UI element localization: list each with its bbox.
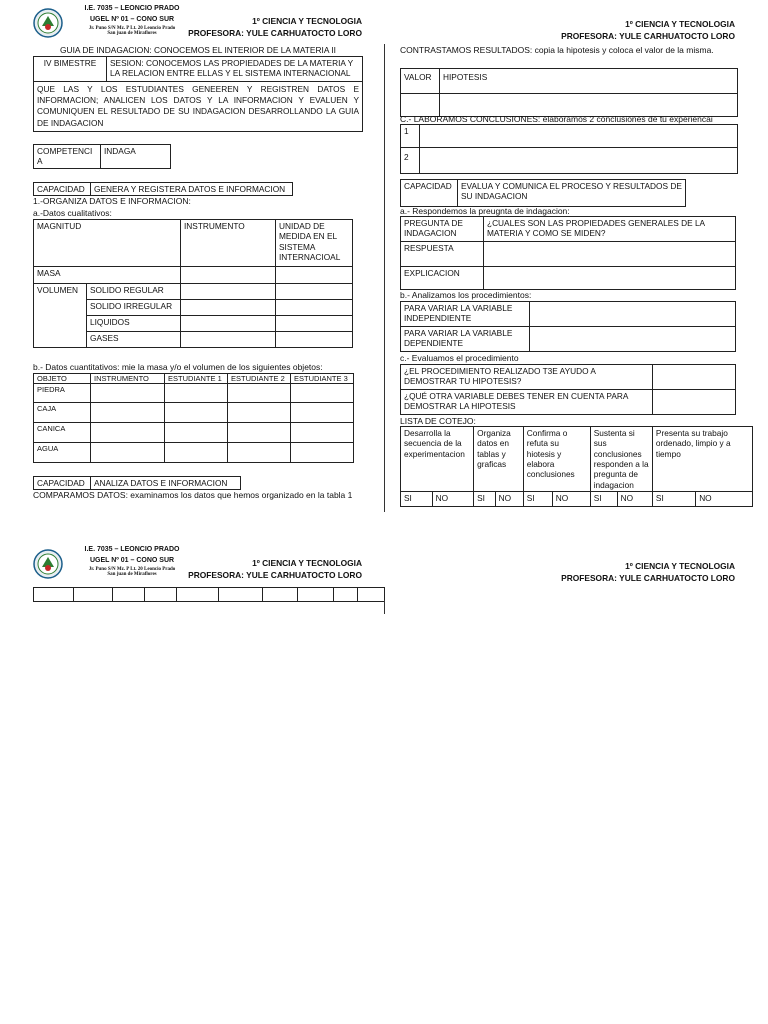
purpose-cell: QUE LAS Y LOS ESTUDIANTES GENEEREN Y REGISTREN DATOS E INFORMACION; ANALICEN LOS DATOS Y LA INFORMACION Y EVALUEN Y COMUNIQUEN EL RESULTADO DE SU INDAGACION DESARROLLANDO LA GUIA DE INDAGACION xyxy=(34,82,363,132)
criterion-2: Organiza datos en tablas y graficas xyxy=(474,427,524,492)
session-table xyxy=(33,56,363,132)
course-title: 1º CIENCIA Y TECNOLOGIA xyxy=(252,16,362,26)
capacidad-label: CAPACIDAD xyxy=(34,183,91,196)
capacidad2-table xyxy=(33,476,241,490)
volumen-item: GASES xyxy=(87,332,181,348)
school-name: I.E. 7035 – LEONCIO PRADO xyxy=(84,5,180,12)
eval-question-2: ¿QUÉ OTRA VARIABLE DEBES TENER EN CUENTA PARA DEMOSTRAR LA HIPOTESIS xyxy=(401,390,653,415)
competencia-table xyxy=(33,144,171,169)
step1-label: 1.-ORGANIZA DATOS E INFORMACION: xyxy=(33,196,191,206)
school-district: San juan de Miraflores xyxy=(107,31,157,37)
volumen-item: SOLIDO REGULAR xyxy=(87,284,181,300)
object-cell: CANICA xyxy=(34,423,91,443)
var-indep-label: PARA VARIAR LA VARIABLE INDEPENDIENTE xyxy=(401,302,530,327)
quant-header: OBJETO xyxy=(34,374,91,384)
var-dep-label: PARA VARIAR LA VARIABLE DEPENDIENTE xyxy=(401,327,530,352)
pregunta-table xyxy=(400,216,736,290)
no-cell: NO xyxy=(432,492,473,507)
respuesta-label: RESPUESTA xyxy=(401,242,484,267)
criterion-3: Confirma o refuta su hiotesis y elabora conclusiones xyxy=(523,427,590,492)
volumen-item: SOLIDO IRREGULAR xyxy=(87,300,181,316)
criterion-1: Desarrolla la secuencia de la experimentacion xyxy=(401,427,474,492)
cotejo-title: LISTA DE COTEJO: xyxy=(400,416,476,426)
variables-table xyxy=(400,301,736,352)
conclusiones-table xyxy=(400,124,738,174)
comparison-table xyxy=(33,587,385,602)
course-title-right: 1º CIENCIA Y TECNOLOGIA xyxy=(625,19,735,29)
instrumento-header: INSTRUMENTO xyxy=(181,220,276,267)
si-cell: SI xyxy=(652,492,695,507)
si-cell: SI xyxy=(401,492,433,507)
conclusion-num: 2 xyxy=(401,148,420,174)
no-cell: NO xyxy=(552,492,590,507)
quantitative-table xyxy=(33,373,354,463)
teacher-name-2: PROFESORA: YULE CARHUATOCTO LORO xyxy=(188,570,362,581)
masa-cell: MASA xyxy=(34,267,181,284)
no-cell: NO xyxy=(495,492,523,507)
eval-question-1: ¿EL PROCEDIMIENTO REALIZADO T3E AYUDO A DEMOSTRAR TU HIPOTESIS? xyxy=(401,365,653,390)
capacidad3-table xyxy=(400,179,686,207)
volumen-cell: VOLUMEN xyxy=(34,284,87,348)
valor-header: VALOR xyxy=(401,69,440,94)
qualitative-table xyxy=(33,219,353,348)
ugel-name-2: UGEL Nº 01 – CONO SUR xyxy=(89,557,175,565)
object-cell: CAJA xyxy=(34,403,91,423)
step-c-right: c.- Evaluamos el procedimiento xyxy=(400,353,519,363)
capacidad-label: CAPACIDAD xyxy=(401,180,458,207)
school-address: Jr. Puno S/N Mz. P Lt. 20 Leoncio Prado xyxy=(88,25,176,31)
column-divider-2 xyxy=(384,600,385,614)
school-address-2: Jr. Puno S/N Mz. P Lt. 20 Leoncio Prado xyxy=(88,566,176,572)
cotejo-table xyxy=(400,426,753,507)
si-cell: SI xyxy=(523,492,552,507)
school-district-2: San juan de Miraflores xyxy=(107,572,157,578)
unidad-header: UNIDAD DE MEDIDA EN EL SISTEMA INTERNACIOAL xyxy=(276,220,353,267)
capacidad-label: CAPACIDAD xyxy=(34,477,91,490)
si-cell: SI xyxy=(590,492,617,507)
quant-header: ESTUDIANTE 2 xyxy=(228,374,291,384)
hipotesis-table xyxy=(400,68,738,117)
conclusiones-text: C.- LABORAMOS CONCLUSIONES: elaboramos 2 conclusiones de tu experiencai xyxy=(400,114,713,124)
criterion-4: Sustenta si sus conclusiones responden a la pregunta de indagacion xyxy=(590,427,652,492)
object-cell: PIEDRA xyxy=(34,384,91,403)
evaluation-table xyxy=(400,364,736,415)
step-b-label: b.- Datos cuantitativos: mie la masa y/o el volumen de los siguientes objetos: xyxy=(33,362,323,372)
capacidad2-value: ANALIZA DATOS E INFORMACION xyxy=(91,477,241,490)
teacher-name-right: PROFESORA: YULE CARHUATOCTO LORO xyxy=(561,31,735,42)
hipotesis-header: HIPOTESIS xyxy=(440,69,738,94)
no-cell: NO xyxy=(696,492,753,507)
school-name-2: I.E. 7035 – LEONCIO PRADO xyxy=(84,546,180,553)
bimestre-cell: IV BIMESTRE xyxy=(34,57,107,82)
competencia-label: COMPETENCIA xyxy=(34,145,101,169)
step-a-right: a.- Respondemos la preugnta de indagacion: xyxy=(400,206,570,216)
quant-header: ESTUDIANTE 3 xyxy=(291,374,354,384)
capacidad1-table xyxy=(33,182,293,196)
object-cell: AGUA xyxy=(34,443,91,463)
explicacion-label: EXPLICACION xyxy=(401,267,484,290)
step-a-label: a.-Datos cualitativos: xyxy=(33,208,112,218)
course-title-2: 1º CIENCIA Y TECNOLOGIA xyxy=(252,558,362,568)
step-b-right: b.- Analizamos los procedimientos: xyxy=(400,290,532,300)
conclusion-num: 1 xyxy=(401,125,420,148)
teacher-name: PROFESORA: YULE CARHUATOCTO LORO xyxy=(188,28,362,39)
quant-header: ESTUDIANTE 1 xyxy=(165,374,228,384)
criterion-5: Presenta su trabajo ordenado, limpio y a tiempo xyxy=(652,427,752,492)
no-cell: NO xyxy=(617,492,652,507)
competencia-value: INDAGA xyxy=(101,145,171,169)
capacidad1-value: GENERA Y REGISTERA DATOS E INFORMACION xyxy=(91,183,293,196)
session-cell: SESION: CONOCEMOS LAS PROPIEDADES DE LA MATERIA Y LA RELACION ENTRE ELLAS Y EL SISTEMA INTERNACIONAL xyxy=(107,57,363,82)
guide-title: GUIA DE INDAGACION: CONOCEMOS EL INTERIOR DE LA MATERIA II xyxy=(60,45,336,55)
capacidad3-value: EVALUA Y COMUNICA EL PROCESO Y RESULTADOS DE SU INDAGACION xyxy=(458,180,686,207)
comparamos-text: COMPARAMOS DATOS: examinamos los datos que hemos organizado en la tabla 1 xyxy=(33,490,353,500)
column-divider xyxy=(384,44,385,512)
pregunta-label: PREGUNTA DE INDAGACION xyxy=(401,217,484,242)
teacher-name-2-right: PROFESORA: YULE CARHUATOCTO LORO xyxy=(561,573,735,584)
magnitud-header: MAGNITUD xyxy=(34,220,181,267)
ugel-name: UGEL Nº 01 – CONO SUR xyxy=(89,16,175,24)
course-title-2-right: 1º CIENCIA Y TECNOLOGIA xyxy=(625,561,735,571)
school-logo xyxy=(33,8,63,38)
contrastamos-text: CONTRASTAMOS RESULTADOS: copia la hipotesis y coloca el valor de la misma. xyxy=(400,45,714,55)
school-logo-2 xyxy=(33,549,63,579)
volumen-item: LIQUIDOS xyxy=(87,316,181,332)
si-cell: SI xyxy=(474,492,495,507)
quant-header: INSTRUMENTO xyxy=(91,374,165,384)
pregunta-value: ¿CUALES SON LAS PROPIEDADES GENERALES DE LA MATERIA Y COMO SE MIDEN? xyxy=(484,217,736,242)
